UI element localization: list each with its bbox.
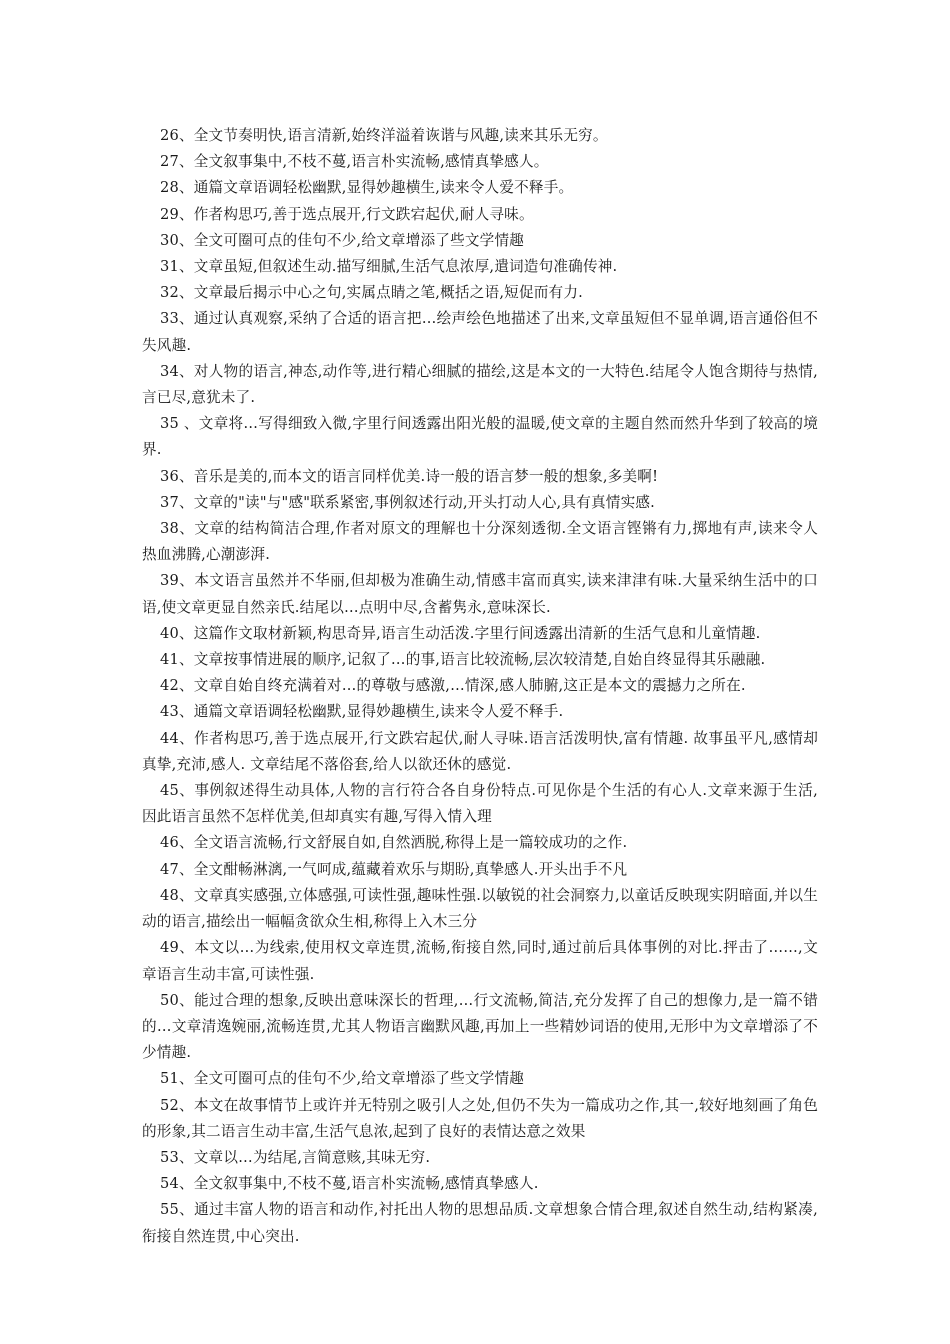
paragraph-41: 41、文章按事情进展的顺序,记叙了…的事,语言比较流畅,层次较清楚,自始自终显得其乐融融. [160,651,766,669]
paragraph-49: 49、本文以…为线索,使用权文章连贯,流畅,衔接自然,同时,通过前后具体事例的对比.抨击了……,文章语言生动丰富,可读性强. [142,939,818,983]
paragraph-44: 44、作者构思巧,善于选点展开,行文跌宕起伏,耐人寻味.语言活泼明快,富有情趣. 故事虽平凡,感情却真挚,充沛,感人. 文章结尾不落俗套,给人以欲还休的感觉. [142,729,818,773]
paragraph-37: 37、文章的"读"与"感"联系紧密,事例叙述行动,开头打动人心,具有真情实感. [160,493,655,511]
paragraph-36: 36、音乐是美的,而本文的语言同样优美.诗一般的语言梦一般的想象,多美啊! [160,467,659,485]
paragraph-47: 47、全文酣畅淋漓,一气呵成,蕴藏着欢乐与期盼,真挚感人.开头出手不凡 [160,860,628,878]
paragraph-39: 39、本文语言虽然并不华丽,但却极为准确生动,情感丰富而真实,读来津津有味.大量采纳生活中的口语,使文章更显自然亲氏.结尾以…点明中尽,含蓄隽永,意味深长. [142,572,818,616]
paragraph-30: 30、全文可圈可点的佳句不少,给文章增添了些文学情趣 [160,231,525,249]
paragraph-29: 29、作者构思巧,善于选点展开,行文跌宕起伏,耐人寻味。 [160,205,534,223]
paragraph-42: 42、文章自始自终充满着对…的尊敬与感激,…情深,感人肺腑,这正是本文的震撼力之所在. [160,677,746,695]
paragraph-40: 40、这篇作文取材新颖,构思奇异,语言生动活泼.字里行间透露出清新的生活气息和儿童情趣. [160,624,761,642]
document-body [142,123,818,1250]
paragraph-45: 45、事例叙述得生动具体,人物的言行符合各自身份特点.可见你是个生活的有心人.文章来源于生活,因此语言虽然不怎样优美,但却真实有趣,写得入情入理 [142,782,818,826]
paragraph-48: 48、文章真实感强,立体感强,可读性强,趣味性强.以敏锐的社会洞察力,以童话反映现实阴暗面,并以生动的语言,描绘出一幅幅贪欲众生相,称得上入木三分 [142,886,818,931]
paragraph-52: 52、本文在故事情节上或许并无特别之吸引人之处,但仍不失为一篇成功之作,其一,较好地刻画了角色的形象,其二语言生动丰富,生活气息浓,起到了良好的表情达意之效果 [142,1096,818,1140]
paragraph-53: 53、文章以…为结尾,言简意赅,其味无穷. [160,1148,431,1166]
paragraph-28: 28、通篇文章语调轻松幽默,显得妙趣横生,读来令人爱不释手。 [160,179,574,197]
paragraph-33: 33、通过认真观察,采纳了合适的语言把…绘声绘色地描述了出来,文章虽短但不显单调,语言通俗但不失风趣. [142,310,818,354]
paragraph-54: 54、全文叙事集中,不枝不蔓,语言朴实流畅,感情真挚感人. [160,1175,539,1193]
paragraph-35: 35 、文章将…写得细致入微,字里行间透露出阳光般的温暖,使文章的主题自然而然升华到了较高的境界. [142,415,818,459]
paragraph-55: 55、通过丰富人物的语言和动作,衬托出人物的思想品质.文章想象合情合理,叙述自然生动,结构紧凑,衔接自然连贯,中心突出. [142,1201,818,1245]
paragraph-34: 34、对人物的语言,神态,动作等,进行精心细腻的描绘,这是本文的一大特色.结尾令人饱含期待与热情,言已尽,意犹未了. [142,362,818,407]
paragraph-43: 43、通篇文章语调轻松幽默,显得妙趣横生,读来令人爱不释手. [160,703,564,721]
paragraph-38: 38、文章的结构简洁合理,作者对原文的理解也十分深刻透彻.全文语言铿锵有力,掷地有声,读来令人热血沸腾,心潮澎湃. [142,520,818,564]
paragraph-26: 26、全文节奏明快,语言清新,始终洋溢着诙谐与风趣,读来其乐无穷。 [160,127,608,144]
paragraph-51: 51、全文可圈可点的佳句不少,给文章增添了些文学情趣 [160,1070,525,1088]
paragraph-27: 27、全文叙事集中,不枝不蔓,语言朴实流畅,感情真挚感人。 [160,153,549,171]
paragraph-50: 50、能过合理的想象,反映出意味深长的哲理,…行文流畅,简洁,充分发挥了自己的想像力,是一篇不错的…文章清逸婉丽,流畅连贯,尤其人物语言幽默风趣,再加上一些精妙词语的使用,无形中为文章增添了不少情趣. [142,991,818,1062]
paragraph-31: 31、文章虽短,但叙述生动.描写细腻,生活气息浓厚,遣词造句准确传神. [160,258,618,276]
paragraph-32: 32、文章最后揭示中心之句,实属点睛之笔,概括之语,短促而有力. [160,284,583,302]
paragraph-46: 46、全文语言流畅,行文舒展自如,自然洒脱,称得上是一篇较成功的之作. [160,834,628,852]
